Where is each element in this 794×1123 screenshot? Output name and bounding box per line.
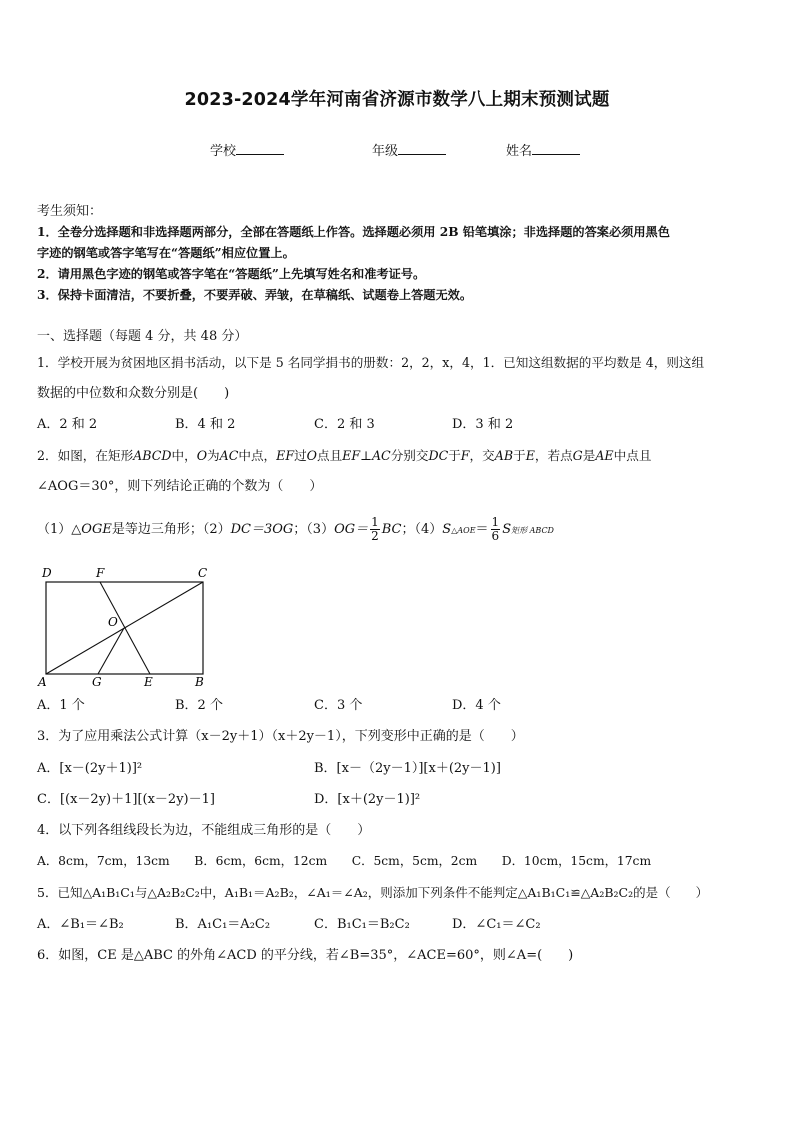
label-b: B [195,675,204,689]
page-title: 2023-2024学年河南省济源市数学八上期末预测试题 [184,90,610,110]
grade-blank[interactable] [398,142,446,155]
notice-item-1-line-2: 字迹的钢笔或答字笔写在“答题纸”相应位置上。 [37,246,295,260]
q3-stem: 3．为了应用乘法公式计算（x－2y＋1）（x＋2y－1），下列变形中正确的是（ ） [37,729,524,744]
grade-field[interactable] [372,140,446,159]
fraction-one-half: $\frac{1}{2}$ [371,515,379,543]
label-a: A [38,675,47,689]
grade-label: 年级 [372,144,399,159]
q3-option-c[interactable]: C．[(x－2y)＋1][(x－2y)－1] [37,792,215,807]
school-label: 学校 [210,144,237,159]
label-g: G [92,675,102,689]
q3-option-d[interactable]: D．[x＋(2y－1)]² [314,792,421,807]
q2-statements: （1）△OGE是等边三角形；（2）DC＝3OG；（3）OG＝ $\frac{1}{2}$ BC；（4）S△AOE＝ $\frac{1}{6}$ S矩形 ABCD [37,515,554,543]
q2-option-a[interactable]: A．1 个 [37,698,85,713]
q2-stem-line-2: ∠AOG＝30°，则下列结论正确的个数为（ ） [37,479,323,494]
notice-item-2: 2．请用黑色字迹的钢笔或答字笔在“答题纸”上先填写姓名和准考证号。 [37,267,426,281]
label-o: O [108,615,118,629]
q3-option-a[interactable]: A．[x－(2y＋1)]² [37,761,143,776]
q1-stem-line-1: 1．学校开展为贫困地区捐书活动，以下是 5 名同学捐书的册数：2，2，x，4，1．已知这组数据的平均数是 4，则这组 [37,355,705,370]
school-blank[interactable] [236,142,284,155]
q2-option-c[interactable]: C．3 个 [314,698,363,713]
q1-option-b[interactable]: B．4 和 2 [175,417,236,432]
section-heading: 一、选择题（每题 4 分，共 48 分） [37,329,248,344]
notice-item-1-line-1: 1．全卷分选择题和非选择题两部分，全部在答题纸上作答。选择题必须用 2B 铅笔填涂；非选择题的答案必须用黑色 [37,225,670,239]
name-field[interactable] [506,140,580,159]
fraction-one-sixth: $\frac{1}{6}$ [491,515,500,543]
q4-options[interactable]: A．8cm，7cm，13cm B．6cm，6cm，12cm C．5cm，5cm，2cm D．10cm，15cm，17cm [37,854,652,868]
label-c: C [198,566,208,580]
q2-option-b[interactable]: B．2 个 [175,698,223,713]
q1-stem-line-2: 数据的中位数和众数分别是( ) [37,386,230,401]
notice-item-3: 3．保持卡面清洁，不要折叠，不要弄破、弄皱，在草稿纸、试题卷上答题无效。 [37,288,473,302]
q1-option-c[interactable]: C．2 和 3 [314,417,375,432]
q5-option-c[interactable]: C．B₁C₁＝B₂C₂ [314,917,410,932]
name-label: 姓名 [506,144,533,159]
q2-rectangle-figure [30,562,220,690]
q2-stem-line-1: 2．如图，在矩形ABCD中，O为AC中点，EF过O点且EF⊥AC分别交DC于F，交AB于E，若点G是AE中点且 [37,448,652,463]
label-d: D [42,566,52,580]
q3-option-b[interactable]: B．[x－（2y－1）][x＋(2y－1)] [314,761,501,776]
q1-option-a[interactable]: A．2 和 2 [37,417,98,432]
name-blank[interactable] [532,142,580,155]
q1-option-d[interactable]: D．3 和 2 [452,417,514,432]
q2-option-d[interactable]: D．4 个 [452,698,501,713]
segment-og [98,628,124,674]
label-f: F [96,566,105,580]
q5-option-b[interactable]: B．A₁C₁＝A₂C₂ [175,917,271,932]
q4-stem: 4．以下列各组线段长为边，不能组成三角形的是（ ） [37,823,371,838]
q5-option-d[interactable]: D．∠C₁＝∠C₂ [452,917,541,932]
q5-stem: 5．已知△A₁B₁C₁与△A₂B₂C₂中，A₁B₁＝A₂B₂，∠A₁＝∠A₂，则添加下列条件不能判定△A₁B₁C₁≌△A₂B₂C₂的是（ ） [37,885,709,900]
label-e: E [144,675,153,689]
school-field[interactable] [210,140,284,159]
q6-stem: 6．如图，CE 是△ABC 的外角∠ACD 的平分线，若∠B=35°，∠ACE=60°，则∠A=( ) [37,948,574,963]
notice-heading: 考生须知： [37,204,103,219]
q5-option-a[interactable]: A．∠B₁＝∠B₂ [37,917,124,932]
